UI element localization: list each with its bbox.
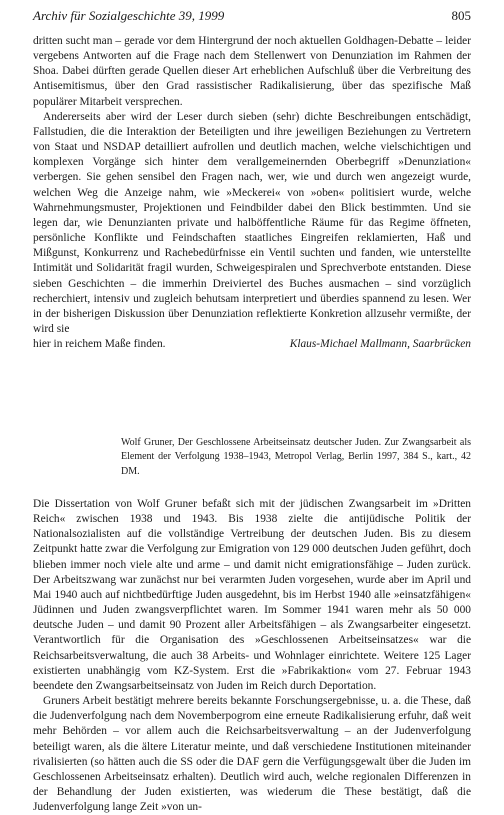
reviewer-signature: Klaus-Michael Mallmann, Saarbrücken xyxy=(289,338,471,351)
review-end-block xyxy=(33,34,471,352)
review-end-closing-line xyxy=(33,337,471,352)
review-start-paragraph-2: Gruners Arbeit bestätigt mehrere bereits bekannte Forschungsergebnisse, u. a. die These, daß die Judenverfolgung nach dem Novemberpogrom eine erneute Radikalisierung erfuhr, daß weit mehr Behörden – vor allem auch die Reichsarbeitsverwaltung – an der Judenverfolgung beteiligt waren, als die ältere Literatur meinte, und daß verschiedene Institutionen miteinander rivalisierten (so hätten auch die SS oder die DAF gern die Verfügungsgewalt über die Juden im Geschlossenen Arbeitseinsatz erhalten). Deutlich wird auch, welche regionalen Differenzen in der Behandlung der Juden existierten, was wiederum die These bestätigt, daß die Judenverfolgung lange Zeit »von un- xyxy=(33,695,471,814)
book-citation: Wolf Gruner, Der Geschlossene Arbeitseinsatz deutscher Juden. Zur Zwangsarbeit als Element der Verfolgung 1938–1943, Metropol Verlag, Berlin 1997, 384 S., kart., 42 DM. xyxy=(121,437,471,477)
page-number: 805 xyxy=(451,8,471,23)
review-end-last-line: hier in reichem Maße finden. xyxy=(33,338,166,351)
review-start-paragraph-1: Die Dissertation von Wolf Gruner befaßt sich mit der jüdischen Zwangsarbeit im »Dritten Reich« zwischen 1938 und 1943. Bis 1938 zielte die antijüdische Politik der Nationalsozialisten auf die vollständige Vertreibung der deutschen Juden. Bis zu diesem Zeitpunkt hatte zwar die Verfolgung zur Emigration von 129 000 deutschen Juden geführt, doch blieben immer noch viele alte und arme – und damit nicht emigrationsfähige – Juden zurück. Der Arbeitszwang war zunächst nur bei verarmten Juden vorgesehen, wurde aber im April und Mai 1940 auch auf nichtbedürftige Juden ausgedehnt, bis im Herbst 1940 alle »einsatzfähigen« Jüdinnen und Juden zwangsverpflichtet waren. Im Sommer 1941 waren mehr als 50 000 deutsche Juden – und damit 90 Prozent aller Arbeitsfähigen – als Zwangsarbeiter eingesetzt. Verantwortlich für die Organisation des »Geschlossenen Arbeitseinsatzes« war die Reichsarbeitsverwaltung, die auch 38 Arbeits- und Wohnlager einrichtete. Weitere 125 Lager existierten unabhängig vom KZ-System. Erst die »Fabrikaktion« vom 27. Februar 1943 beendete den Zwangsarbeitseinsatz von Juden im Reich durch Deportation. xyxy=(33,498,471,692)
review-end-paragraph-2: Andererseits aber wird der Leser durch sieben (sehr) dichte Beschreibungen entschädigt, Fallstudien, die die Interaktion der Beteiligten und ihre jeweiligen Beziehungen zu Vertretern von Staat und NSDAP detailliert aufrollen und deutlich machen, welche vielschichtigen und komplexen Vorgänge sich hinter dem verallgemeinernden Oberbegriff »Denunziation« verbergen. Sie gehen sensibel den Fragen nach, wer, wie und durch wen angezeigt wurde, welchen Weg die Anzeige nahm, wie »Meckerei« von »oben« politisiert wurde, welche Wahrnehmungsmuster, Projektionen und Feindbilder dabei den Blick bestimmten. Und sie legen dar, wie Denunzianten private und halböffentliche Räume für das Regime öffneten, persönliche Konflikte und Feindschaften staatliches Eingreifen reklamierten, Haß und Mißgunst, Konkurrenz und Rachebedürfnisse ein Ventil suchten und fanden, wie unterstellte Intimität und Solidarität fragil wurden, Schweigespiralen und Sprechverbote entstanden. Diese sieben Geschichten – die immerhin Dreiviertel des Buches ausmachen – sind vorzüglich recherchiert, intensiv und zugleich behutsam interpretiert und überdies spannend zu lesen. Wer in der bisherigen Diskussion über Denunziation reflektierte Konkretion allzusehr vermißte, der wird sie xyxy=(33,110,471,335)
running-header xyxy=(33,8,471,24)
review-start-block xyxy=(33,497,471,815)
review-end-paragraph-1: dritten sucht man – gerade vor dem Hintergrund der noch aktuellen Goldhagen-Debatte – leider vergebens Antworten auf die Frage nach dem Stellenwert von Denunziation im Rahmen der Shoa. Dabei dürften gerade Quellen dieser Art erheblichen Aufschluß über die Verbreitung des Antisemitismus, über den Grad rassistischer Radikalisierung, über das spezifische Maß populärer Mitarbeit versprechen. xyxy=(33,35,471,108)
journal-title: Archiv für Sozialgeschichte 39, 1999 xyxy=(33,8,225,23)
